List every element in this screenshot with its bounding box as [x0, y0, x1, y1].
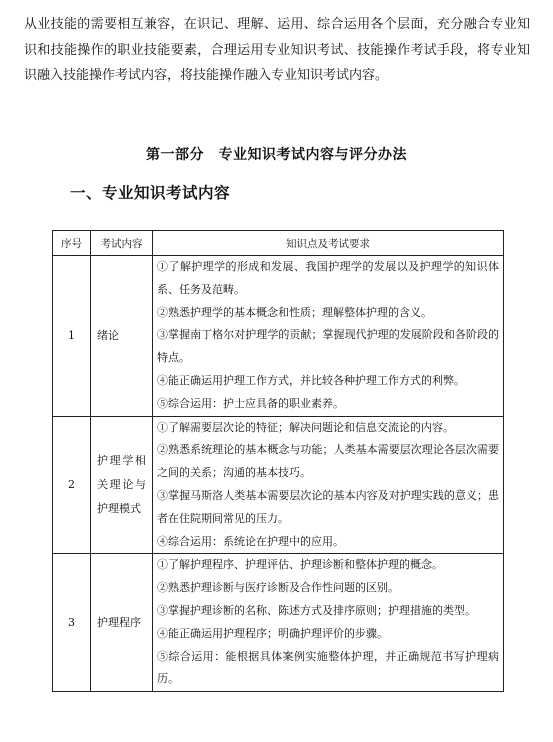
requirement-item: ⑤综合运用：护士应具备的职业素养。 — [157, 396, 344, 410]
row-topic: 护理程序 — [91, 554, 153, 692]
intro-paragraph: 从业技能的需要相互兼容，在识记、理解、运用、综合运用各个层面，充分融合专业知识和技能操作的职业技能要素，合理运用专业知识考试、技能操作考试手段，将专业知识融入技能操作考试内容，将技能操作融入专业知识考试内容。 — [24, 17, 530, 83]
requirement-item: ②熟悉系统理论的基本概念与功能；人类基本需要层次理论各层次需要之间的关系；沟通的基本技巧。 — [157, 443, 499, 480]
requirement-item: ①了解护理学的形成和发展、我国护理学的发展以及护理学的知识体系、任务及范畴。 — [157, 260, 499, 296]
row-requirements — [153, 256, 504, 417]
row-number: 2 — [53, 416, 91, 554]
header-requirements: 知识点及考试要求 — [153, 231, 504, 256]
exam-content-table — [52, 230, 504, 692]
requirement-item: ③掌握护理诊断的名称、陈述方式及排序原则；护理措施的类型。 — [157, 603, 476, 617]
requirement-item: ③掌握南丁格尔对护理学的贡献；掌握现代护理的发展阶段和各阶段的特点。 — [157, 328, 499, 365]
table-row — [53, 416, 504, 554]
requirement-item: ①了解护理程序、护理评估、护理诊断和整体护理的概念。 — [157, 558, 443, 572]
row-number: 3 — [53, 554, 91, 692]
table-row — [53, 554, 504, 692]
requirement-item: ②熟悉护理诊断与医疗诊断及合作性问题的区别。 — [157, 581, 399, 595]
part-title: 第一部分 专业知识考试内容与评分办法 — [146, 147, 407, 163]
requirement-item: ④能正确运用护理程序；明确护理评价的步骤。 — [157, 626, 388, 640]
requirement-item: ④能正确运用护理工作方式，并比较各种护理工作方式的利弊。 — [157, 373, 465, 387]
row-requirements — [153, 554, 504, 692]
table-header-row — [53, 231, 504, 256]
requirement-item: ③掌握马斯洛人类基本需要层次论的基本内容及对护理实践的意义；患者在住院期间常见的压力。 — [157, 488, 499, 525]
row-topic: 护理学相关理论与护理模式 — [91, 416, 153, 554]
row-topic: 绪论 — [91, 256, 153, 417]
requirement-item: ⑤综合运用：能根据具体案例实施整体护理，并正确规范书写护理病历。 — [157, 649, 499, 686]
requirement-item: ④综合运用：系统论在护理中的应用。 — [157, 534, 344, 548]
row-number: 1 — [53, 256, 91, 417]
row-requirements — [153, 416, 504, 554]
requirement-item: ②熟悉护理学的基本概念和性质；理解整体护理的含义。 — [157, 305, 432, 319]
header-topic: 考试内容 — [91, 231, 153, 256]
section-title: 一、专业知识考试内容 — [70, 184, 231, 202]
header-number: 序号 — [53, 231, 91, 256]
requirement-item: ①了解需要层次论的特征；解决问题论和信息交流论的内容。 — [157, 420, 454, 434]
table-row — [53, 256, 504, 417]
